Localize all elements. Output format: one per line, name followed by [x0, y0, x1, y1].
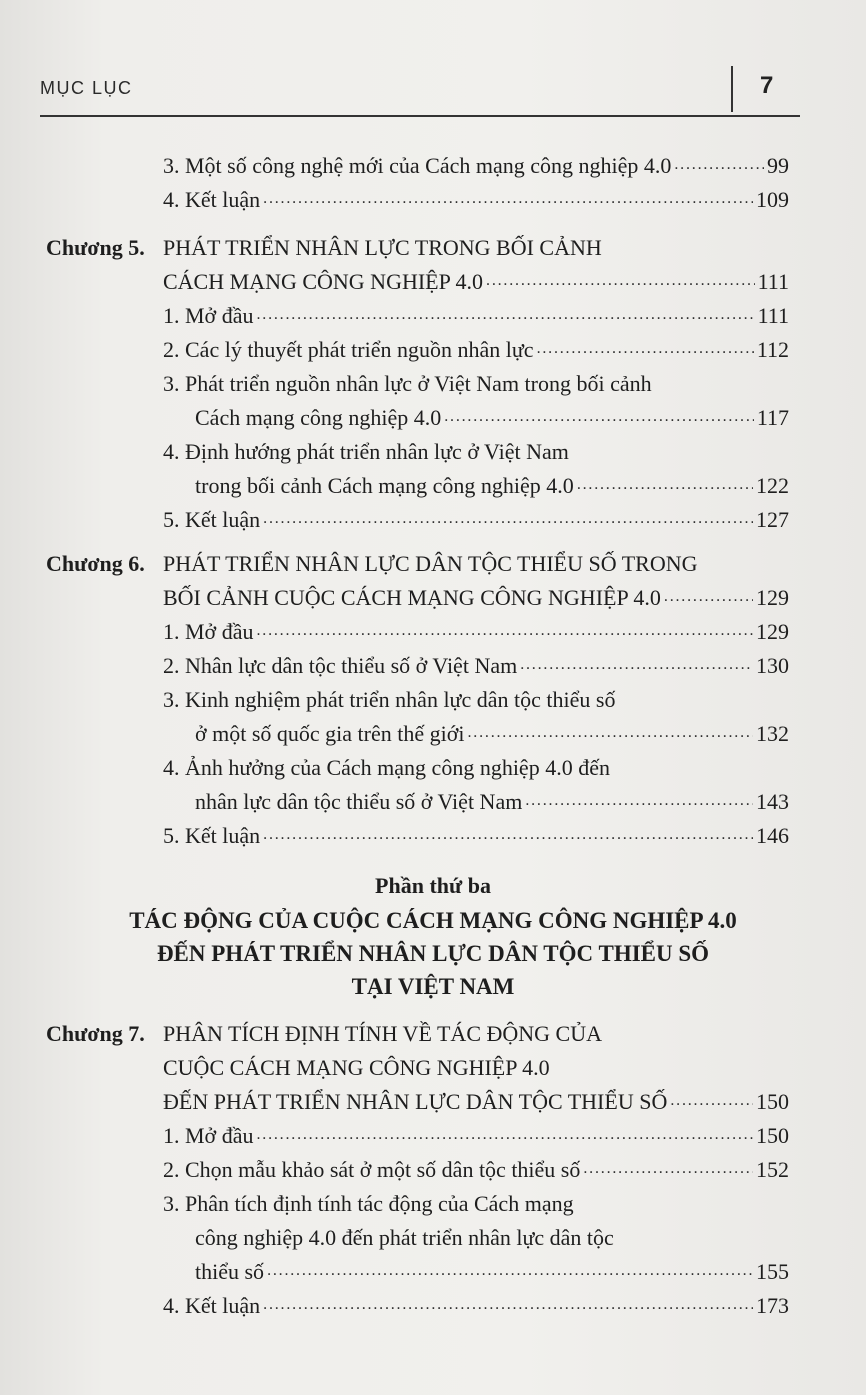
toc-entry-page: 129 [756, 585, 789, 610]
toc-entry[interactable] [163, 1119, 789, 1155]
toc-entry-title[interactable]: 4. Định hướng phát triển nhân lực ở Việt Nam [163, 439, 569, 464]
toc-entry[interactable] [195, 717, 789, 753]
toc-entry-title: 5. Kết luận [163, 507, 261, 532]
toc-entry-title[interactable]: 3. Phát triển nguồn nhân lực ở Việt Nam trong bối cảnh [163, 371, 652, 396]
header-divider [731, 66, 733, 112]
toc-entry-page: 155 [756, 1259, 789, 1284]
toc-entry[interactable] [163, 1153, 789, 1189]
toc-entry-title[interactable]: công nghiệp 4.0 đến phát triển nhân lực dân tộc [195, 1225, 614, 1250]
chapter-label: Chương 6. [46, 551, 145, 576]
header-rule [40, 115, 800, 117]
toc-entry-page: 111 [757, 269, 789, 294]
chapter-title[interactable]: PHÁT TRIỂN NHÂN LỰC TRONG BỐI CẢNH [163, 235, 602, 260]
toc-entry[interactable] [163, 183, 789, 219]
page-number: 7 [760, 72, 774, 99]
page-header [40, 0, 820, 120]
section-label: MỤC LỤC [40, 78, 133, 98]
chapter-title-entry[interactable] [163, 265, 789, 301]
toc-entry-page: 130 [756, 653, 789, 678]
toc-entry[interactable] [163, 333, 789, 369]
chapter-title[interactable]: PHÁT TRIỂN NHÂN LỰC DÂN TỘC THIỂU SỐ TRONG [163, 551, 698, 576]
part-title: TÁC ĐỘNG CỦA CUỘC CÁCH MẠNG CÔNG NGHIỆP 4.0 [129, 908, 737, 933]
toc-entry-page: 146 [756, 823, 789, 848]
dot-leader [525, 784, 753, 817]
toc-entry[interactable] [195, 785, 789, 821]
toc-entry-page: 150 [756, 1089, 789, 1114]
toc-entry-title: 2. Nhân lực dân tộc thiểu số ở Việt Nam [163, 653, 518, 678]
toc-entry-page: 122 [756, 473, 789, 498]
toc-entry-title[interactable]: 3. Kinh nghiệm phát triển nhân lực dân tộc thiểu số [163, 687, 616, 712]
dot-leader [468, 716, 754, 749]
dot-leader [486, 264, 755, 297]
part-title: TẠI VIỆT NAM [351, 974, 515, 999]
part-title: ĐẾN PHÁT TRIỂN NHÂN LỰC DÂN TỘC THIỂU SỐ [156, 941, 710, 966]
toc-entry[interactable] [163, 1289, 789, 1325]
toc-entry-title[interactable]: 3. Phân tích định tính tác động của Cách mạng [163, 1191, 574, 1216]
toc-entry-page: 99 [767, 153, 789, 178]
toc-entry[interactable] [163, 615, 789, 651]
toc-entry-title: Cách mạng công nghiệp 4.0 [195, 405, 442, 430]
dot-leader [256, 614, 753, 647]
toc-entry-title: 2. Các lý thuyết phát triển nguồn nhân lực [163, 337, 534, 362]
toc-entry-page: 132 [756, 721, 789, 746]
toc-entry-page: 127 [756, 507, 789, 532]
toc-entry-page: 111 [757, 303, 789, 328]
chapter-title: CÁCH MẠNG CÔNG NGHIỆP 4.0 [163, 269, 484, 294]
dot-leader [256, 298, 754, 331]
toc-entry-page: 152 [756, 1157, 789, 1182]
dot-leader [664, 580, 753, 613]
toc-entry-title: 5. Kết luận [163, 823, 261, 848]
toc-entry[interactable] [163, 503, 789, 539]
chapter-title[interactable]: PHÂN TÍCH ĐỊNH TÍNH VỀ TÁC ĐỘNG CỦA [163, 1021, 602, 1046]
dot-leader [670, 1084, 753, 1117]
toc-entry-title[interactable]: 4. Ảnh hưởng của Cách mạng công nghiệp 4.0 đến [163, 755, 610, 780]
chapter-label: Chương 7. [46, 1021, 145, 1046]
toc-entry[interactable] [163, 149, 789, 185]
toc-entry-title: 4. Kết luận [163, 187, 261, 212]
toc-entry-title: nhân lực dân tộc thiểu số ở Việt Nam [195, 789, 523, 814]
toc-entry[interactable] [195, 401, 789, 437]
toc-entry-title: thiểu số [195, 1259, 265, 1284]
toc-entry-page: 109 [756, 187, 789, 212]
toc-entry-page: 112 [756, 337, 789, 362]
dot-leader [263, 1288, 753, 1321]
dot-leader [520, 648, 753, 681]
chapter-title[interactable]: CUỘC CÁCH MẠNG CÔNG NGHIỆP 4.0 [163, 1055, 550, 1080]
toc-entry-title: 1. Mở đầu [163, 303, 254, 328]
dot-leader [263, 182, 753, 215]
toc-entry-page: 150 [756, 1123, 789, 1148]
dot-leader [263, 818, 753, 851]
chapter-title-entry[interactable] [163, 1085, 789, 1121]
dot-leader [583, 1152, 753, 1185]
part-label: Phần thứ ba [375, 873, 491, 898]
toc-entry-title: 1. Mở đầu [163, 1123, 254, 1148]
toc-entry-title: 1. Mở đầu [163, 619, 254, 644]
chapter-title-entry[interactable] [163, 581, 789, 617]
chapter-title: BỐI CẢNH CUỘC CÁCH MẠNG CÔNG NGHIỆP 4.0 [163, 585, 661, 610]
toc-entry-title: 2. Chọn mẫu khảo sát ở một số dân tộc thiểu số [163, 1157, 581, 1182]
chapter-title: ĐẾN PHÁT TRIỂN NHÂN LỰC DÂN TỘC THIỂU SỐ [163, 1089, 668, 1114]
toc-entry-page: 117 [756, 405, 789, 430]
toc-entry[interactable] [163, 649, 789, 685]
dot-leader [444, 400, 754, 433]
toc-entry[interactable] [163, 819, 789, 855]
toc-entry-title: 3. Một số công nghệ mới của Cách mạng công nghiệp 4.0 [163, 153, 672, 178]
toc-entry[interactable] [163, 299, 789, 335]
dot-leader [263, 502, 753, 535]
chapter-label: Chương 5. [46, 235, 145, 260]
toc-entry-title: trong bối cảnh Cách mạng công nghiệp 4.0 [195, 473, 574, 498]
dot-leader [674, 148, 764, 181]
toc-entry-title: 4. Kết luận [163, 1293, 261, 1318]
dot-leader [537, 332, 754, 365]
toc-entry-title: ở một số quốc gia trên thế giới [195, 721, 465, 746]
dot-leader [577, 468, 753, 501]
toc-entry-page: 129 [756, 619, 789, 644]
toc-entry[interactable] [195, 1255, 789, 1291]
dot-leader [256, 1118, 753, 1151]
toc-entry-page: 143 [756, 789, 789, 814]
toc-entry[interactable] [195, 469, 789, 505]
toc-entry-page: 173 [756, 1293, 789, 1318]
dot-leader [267, 1254, 753, 1287]
